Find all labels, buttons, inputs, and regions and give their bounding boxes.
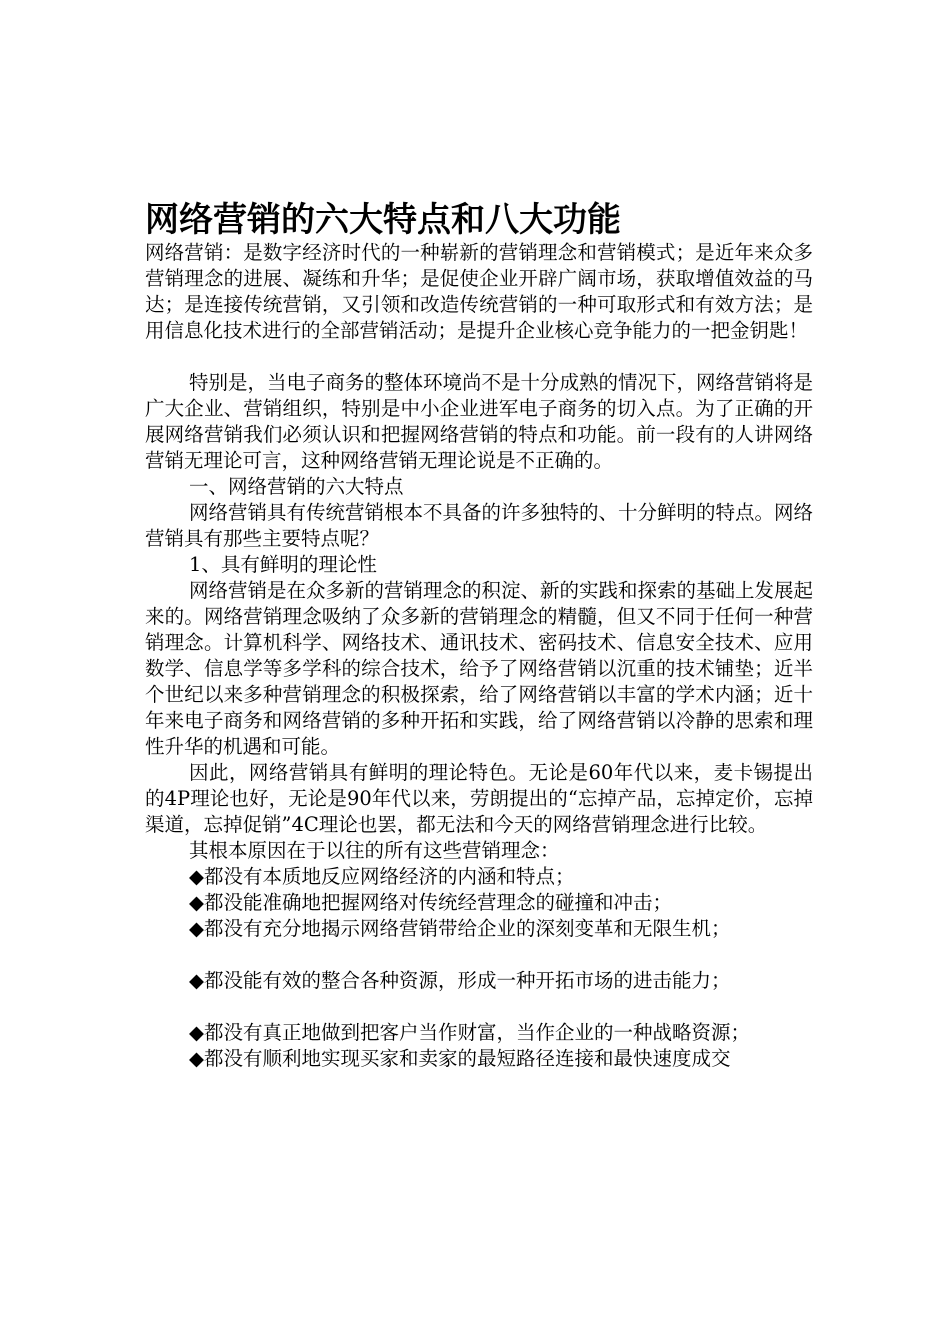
intro-paragraph: 网络营销：是数字经济时代的一种崭新的营销理念和营销模式；是近年来众多营销理念的进展、凝练和升华；是促使企业开辟广阔市场，获取增值效益的马达；是连接传统营销，又引领和改造传统营销的一种可取形式和有效方法；是用信息化技术进行的全部营销活动；是提升企业核心竞争能力的一把金钥匙！: [145, 241, 813, 342]
document-title: 网络营销的六大特点和八大功能: [145, 200, 621, 240]
paragraph-spacer: [145, 344, 813, 370]
document-page: [145, 200, 813, 1072]
body-paragraph-3: 网络营销是在众多新的营销理念的积淀、新的实践和探索的基础上发展起来的。网络营销理念吸纳了众多新的营销理念的精髓，但又不同于任何一种营销理念。计算机科学、网络技术、通讯技术、密码技术、信息安全技术、应用数学、信息学等多学科的综合技术，给予了网络营销以沉重的技术铺垫；近半个世纪以来多种营销理念的积极探索，给了网络营销以丰富的学术内涵；近十年来电子商务和网络营销的多种开拓和实践，给了网络营销以冷静的思索和理性升华的机遇和可能。: [145, 579, 814, 758]
body-paragraph-4: 因此，网络营销具有鲜明的理论特色。无论是60年代以来，麦卡锡提出的4P理论也好，无论是90年代以来，劳朗提出的“忘掉产品，忘掉定价，忘掉渠道，忘掉促销”4C理论也罢，都无法和今天的网络营销理念进行比较。: [145, 761, 813, 836]
bullet-item: ◆都没有本质地反应网络经济的内涵和特点；: [189, 865, 575, 888]
body-paragraph-2: 网络营销具有传统营销根本不具备的许多独特的、十分鲜明的特点。网络营销具有那些主要特点呢？: [145, 501, 814, 550]
body-paragraph-5: 其根本原因在于以往的所有这些营销理念：: [189, 839, 560, 862]
subheading-1: 1、具有鲜明的理论性: [189, 553, 377, 576]
bullet-item: ◆都没有充分地揭示网络营销带给企业的深刻变革和无限生机；: [189, 917, 731, 940]
body-paragraph-1: 特别是，当电子商务的整体环境尚不是十分成熟的情况下，网络营销将是广大企业、营销组织，特别是中小企业进军电子商务的切入点。为了正确的开展网络营销我们必须认识和把握网络营销的特点和功能。前一段有的人讲网络营销无理论可言，这种网络营销无理论说是不正确的。: [145, 371, 814, 472]
bullet-item: ◆都没有真正地做到把客户当作财富，当作企业的一种战略资源；: [189, 1021, 750, 1044]
bullet-item: ◆都没能有效的整合各种资源，形成一种开拓市场的进击能力；: [189, 969, 731, 992]
section-heading: 一、网络营销的六大特点: [189, 475, 404, 498]
bullet-item: ◆都没有顺利地实现买家和卖家的最短路径连接和最快速度成交: [189, 1047, 731, 1070]
bullet-item: ◆都没能准确地把握网络对传统经营理念的碰撞和冲击；: [189, 891, 672, 914]
